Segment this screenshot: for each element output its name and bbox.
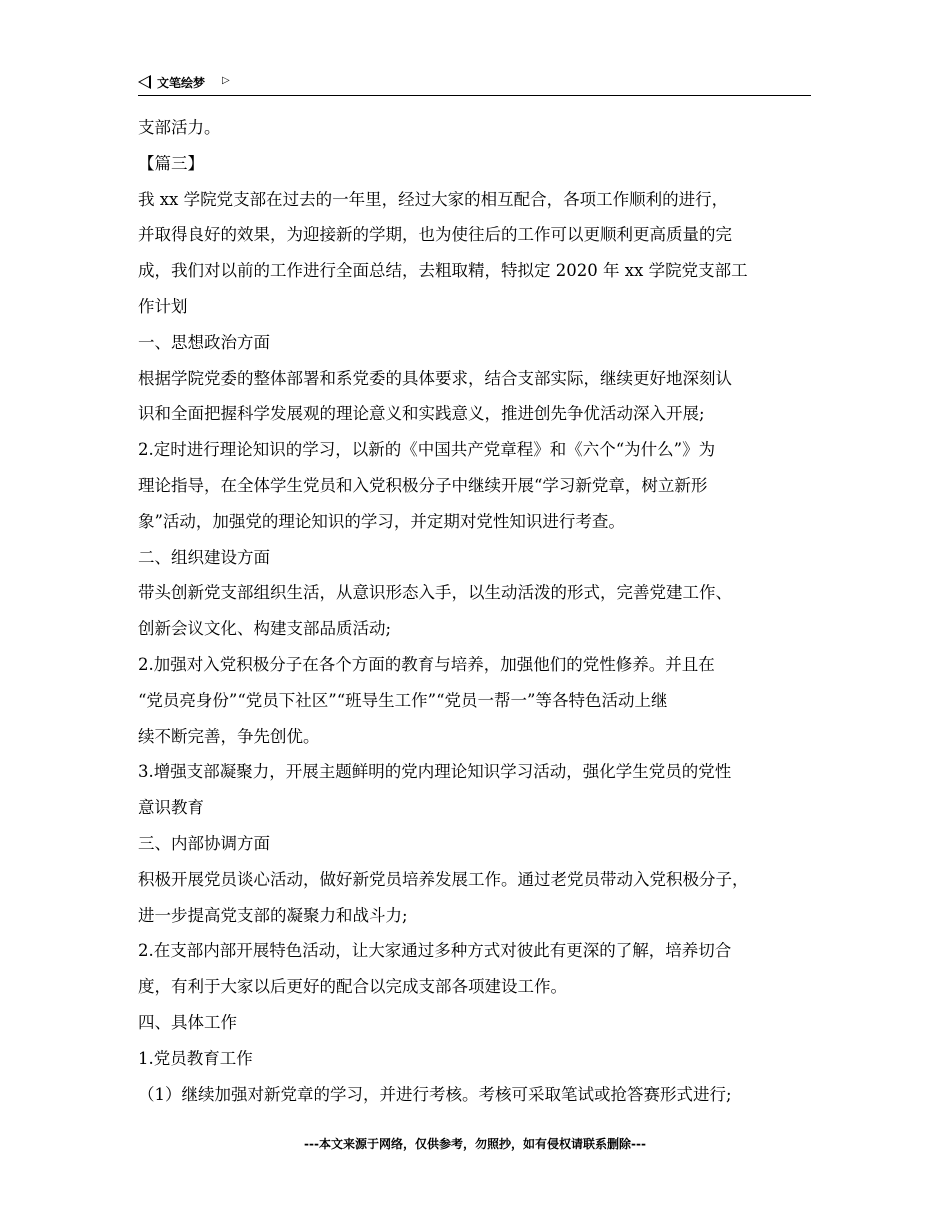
text-line: 2.在支部内部开展特色活动，让大家通过多种方式对彼此有更深的了解，培养切合: [138, 941, 732, 961]
text-line: 根据学院党委的整体部署和系党委的具体要求，结合支部实际，继续更好地深刻认: [138, 368, 732, 388]
text-line: 识和全面把握科学发展观的理论意义和实践意义，推进创先争优活动深入开展;: [138, 404, 705, 424]
text-line: 积极开展党员谈心活动，做好新党员培养发展工作。通过老党员带动入党积极分子，: [138, 869, 749, 889]
heading: 二、组织建设方面: [138, 547, 270, 567]
text-line: 支部活力。: [138, 118, 221, 137]
header-brand: 文笔绘梦: [157, 76, 206, 90]
section-title: 【篇三】: [138, 153, 204, 173]
text-line: 2.加强对入党积极分子在各个方面的教育与培养，加强他们的党性修养。并且在: [138, 654, 715, 674]
text-line: 意识教育: [138, 798, 204, 818]
text-line: 3.增强支部凝聚力，开展主题鲜明的党内理论知识学习活动，强化学生党员的党性: [138, 762, 732, 782]
document-body: [138, 110, 818, 1112]
text-line: 我 xx 学院党支部在过去的一年里，经过大家的相互配合，各项工作顺利的进行，: [138, 189, 729, 209]
heading: 三、内部协调方面: [138, 833, 270, 853]
text-line: 并取得良好的效果，为迎接新的学期，也为使往后的工作可以更顺利更高质量的完: [138, 225, 732, 245]
page-footer: ---本文来源于网络，仅供参考，勿照抄，如有侵权请联系删除---: [304, 1137, 646, 1151]
triangle-left-icon: [138, 75, 151, 89]
page-header: [138, 70, 811, 96]
text-line: 理论指导，在全体学生党员和入党积极分子中继续开展“学习新党章，树立新形: [138, 475, 708, 495]
text-line: 进一步提高党支部的凝聚力和战斗力;: [138, 905, 408, 925]
text-line: 续不断完善，争先创优。: [138, 726, 320, 746]
text-line: 作计划: [138, 296, 188, 316]
text-line: 度，有利于大家以后更好的配合以完成支部各项建设工作。: [138, 977, 567, 997]
text-line: 象”活动，加强党的理论知识的学习，并定期对党性知识进行考查。: [138, 511, 625, 531]
text-line: 1.党员教育工作: [138, 1048, 253, 1068]
text-line: 2.定时进行理论知识的学习，以新的《中国共产党章程》和《六个“为什么”》为: [138, 440, 716, 460]
heading: 四、具体工作: [138, 1012, 237, 1032]
heading: 一、思想政治方面: [138, 332, 270, 352]
text-line: “党员亮身份”“党员下社区”“班导生工作”“党员一帮一”等各特色活动上继: [138, 690, 668, 710]
text-line: 创新会议文化、构建支部品质活动;: [138, 619, 392, 639]
triangle-right-icon: ▷: [222, 75, 230, 86]
text-line: （1）继续加强对新党章的学习，并进行考核。考核可采取笔试或抢答赛形式进行;: [138, 1084, 732, 1104]
text-line: 成，我们对以前的工作进行全面总结，去粗取精，特拟定 2020 年 xx 学院党支部工: [138, 261, 748, 281]
text-line: 带头创新党支部组织生活，从意识形态入手，以生动活泼的形式，完善党建工作、: [138, 583, 732, 603]
